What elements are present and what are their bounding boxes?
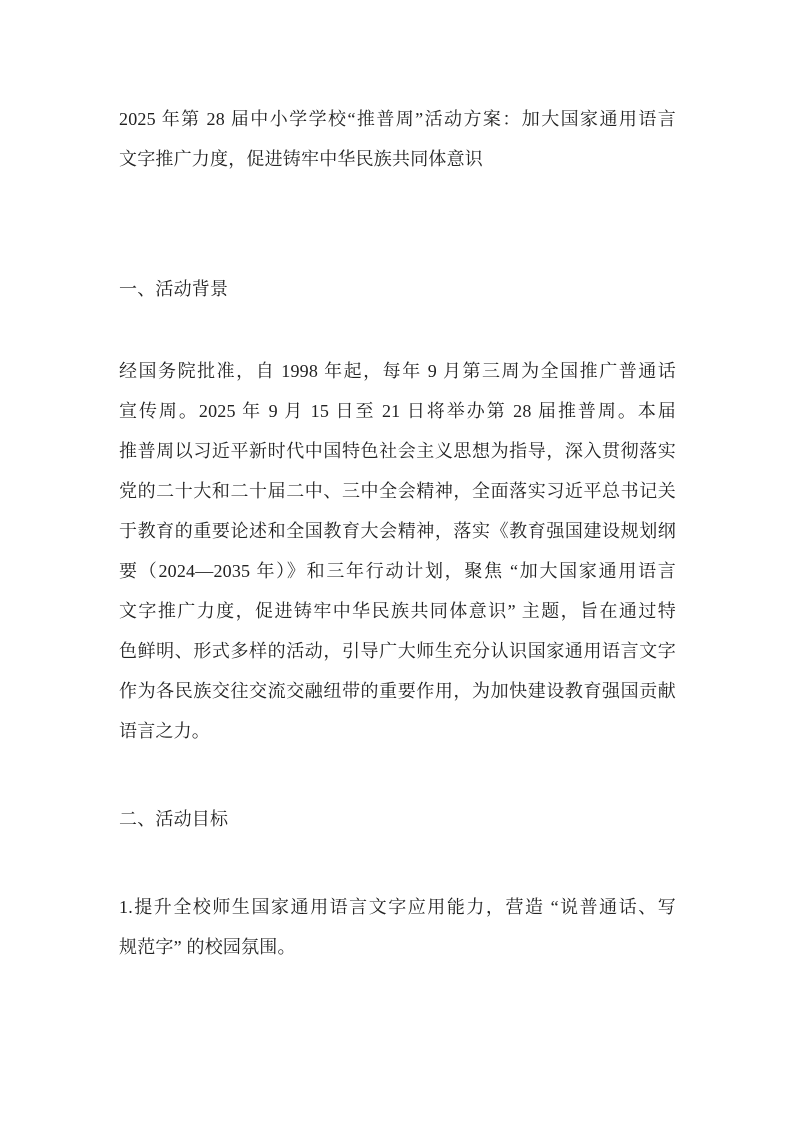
- text-line: 党的二十大和二十届二中、三中全会精神，全面落实习近平总书记关: [119, 481, 676, 501]
- section-background-paragraph: [119, 351, 676, 751]
- text-line: 文字推广力度，促进铸牢中华民族共同体意识” 主题，旨在通过特: [119, 601, 676, 621]
- goal-item-1: [119, 887, 676, 967]
- text-line: 规范字” 的校园氛围。: [119, 937, 296, 957]
- text-line: 1.提升全校师生国家通用语言文字应用能力，营造 “说普通话、写: [119, 897, 676, 917]
- text-line: 2025 年第 28 届中小学学校“推普周”活动方案：加大国家通用语言: [119, 109, 676, 129]
- text-line: 一、活动背景: [119, 279, 229, 299]
- text-line: 推普周以习近平新时代中国特色社会主义思想为指导，深入贯彻落实: [119, 441, 676, 461]
- text-line: 于教育的重要论述和全国教育大会精神，落实《教育强国建设规划纲: [119, 521, 676, 541]
- section-heading-activity-goals: [119, 799, 676, 839]
- document-title: [119, 99, 676, 179]
- text-line: 色鲜明、形式多样的活动，引导广大师生充分认识国家通用语言文字: [119, 641, 676, 661]
- text-line: 宣传周。2025 年 9 月 15 日至 21 日将举办第 28 届推普周。本届: [119, 401, 676, 421]
- text-line: 经国务院批准，自 1998 年起，每年 9 月第三周为全国推广普通话: [119, 361, 676, 381]
- section-heading-activity-background: [119, 269, 676, 309]
- text-line: 文字推广力度，促进铸牢中华民族共同体意识: [119, 149, 483, 169]
- text-line: 语言之力。: [119, 721, 210, 741]
- text-line: 要（2024—2035 年）》和三年行动计划，聚焦 “加大国家通用语言: [119, 561, 676, 581]
- text-line: 作为各民族交往交流交融纽带的重要作用，为加快建设教育强国贡献: [119, 681, 676, 701]
- text-line: 二、活动目标: [119, 809, 229, 829]
